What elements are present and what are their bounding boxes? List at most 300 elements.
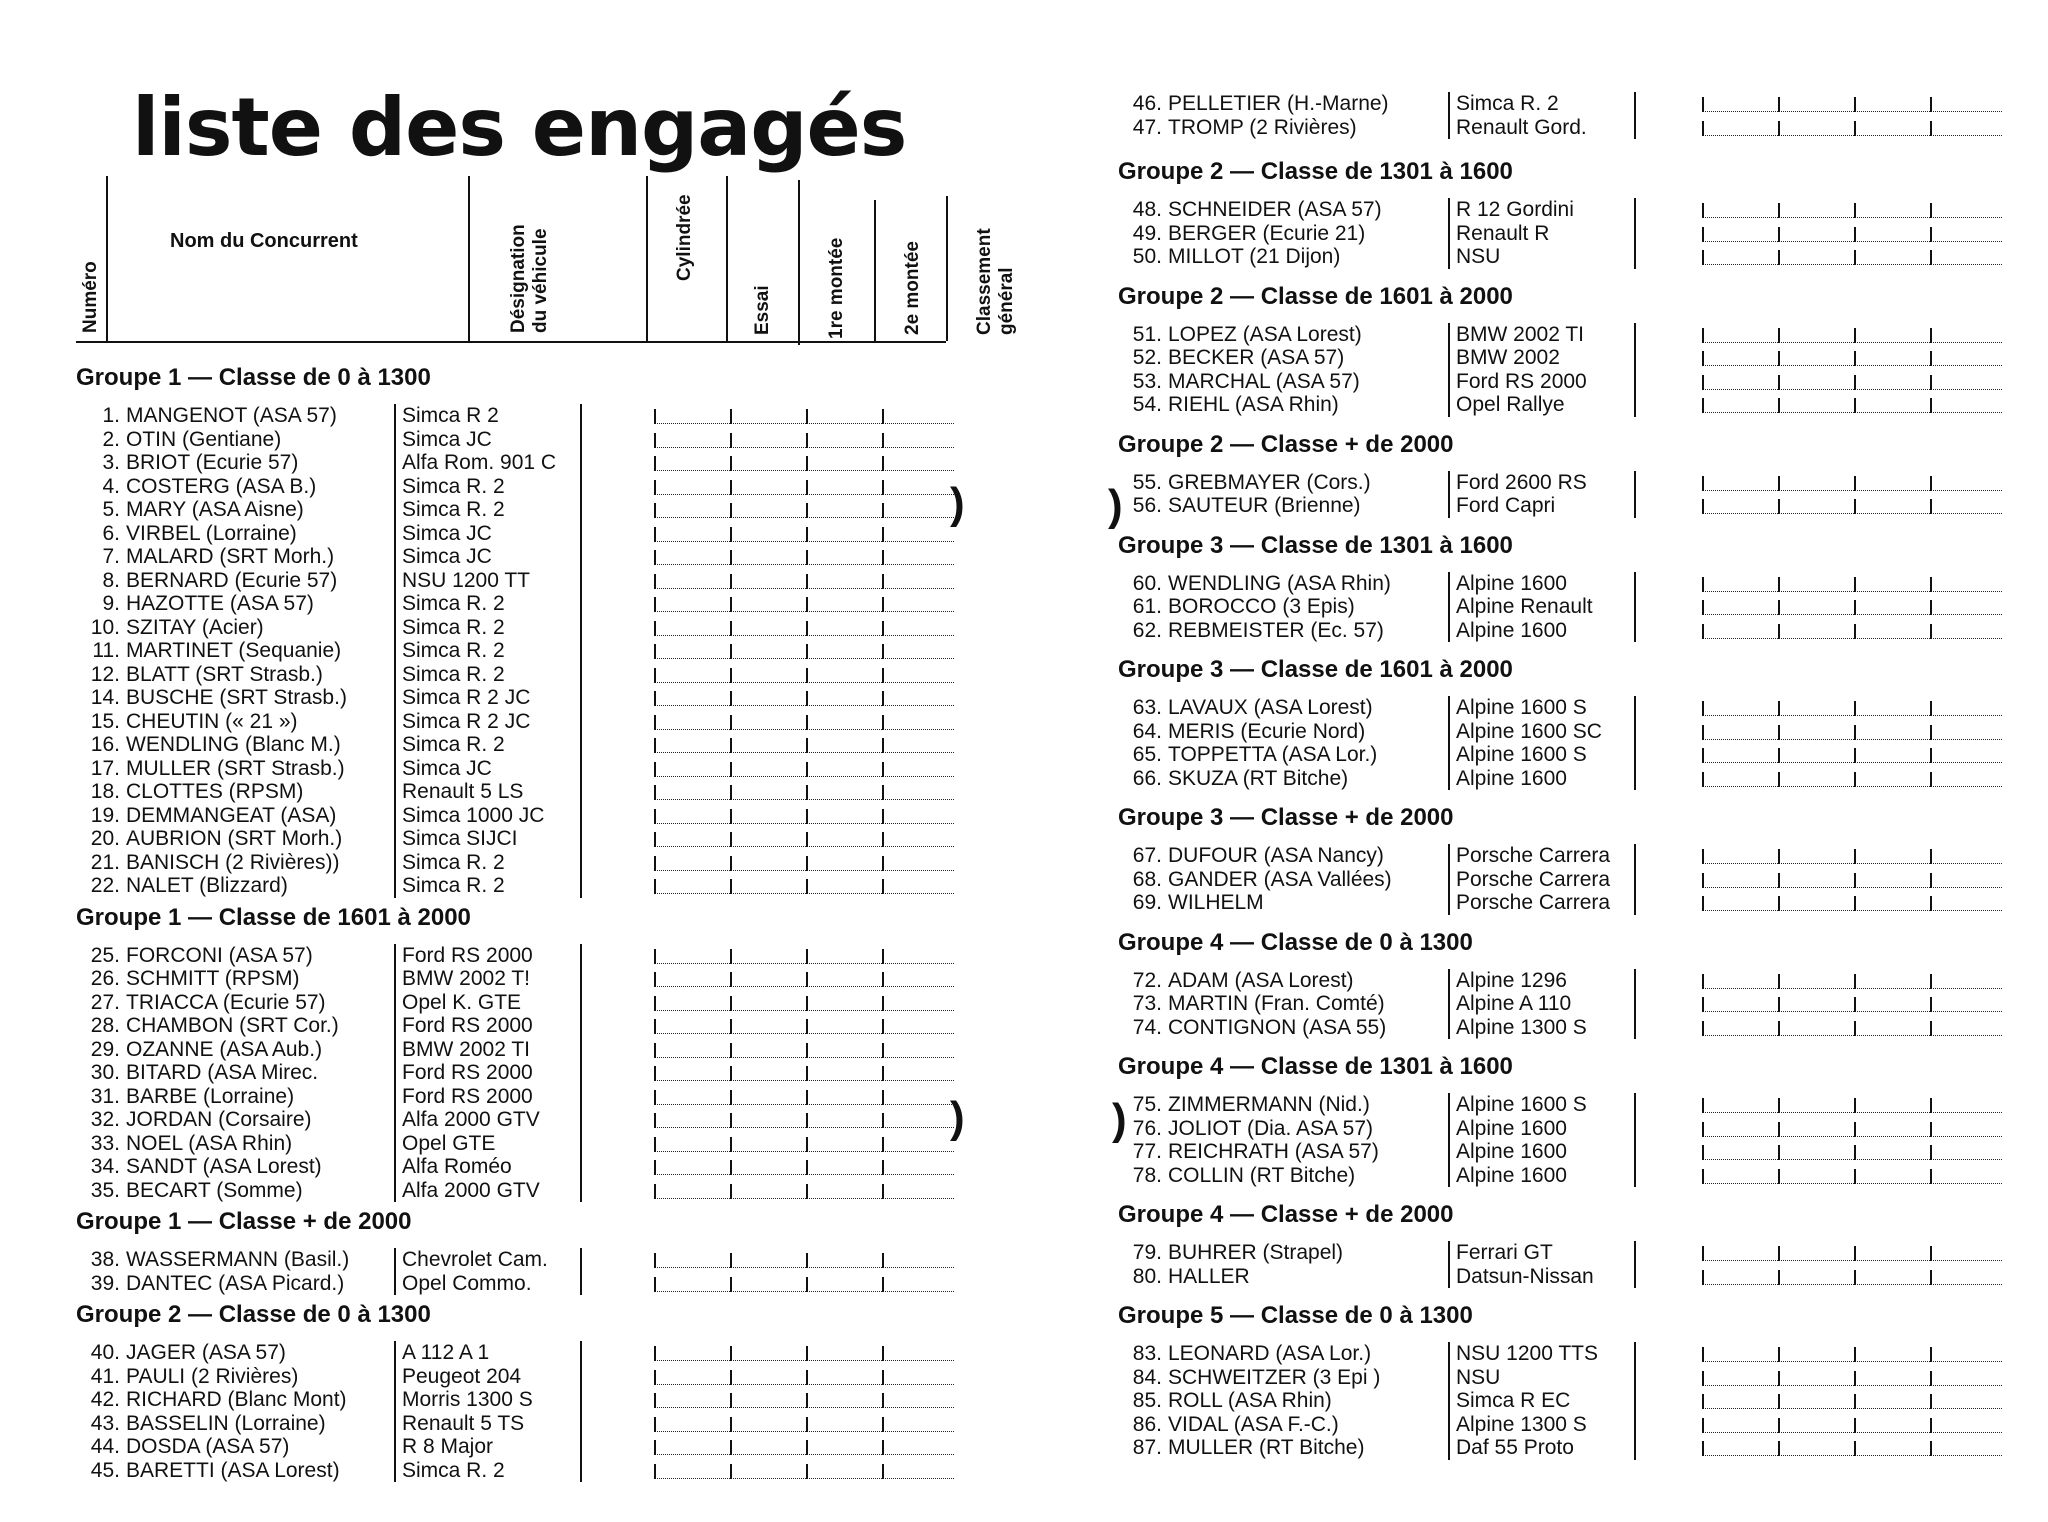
- results-tick: [654, 550, 656, 565]
- column-rule: [1634, 1265, 1636, 1289]
- vehicle-designation: Daf 55 Proto: [1456, 1436, 1574, 1459]
- table-row: [76, 1014, 976, 1038]
- vehicle-designation: Peugeot 204: [402, 1364, 522, 1388]
- column-rule: [580, 851, 582, 875]
- header-montee2: 2e montée: [874, 200, 946, 341]
- table-row: [76, 851, 976, 875]
- results-tick: [1778, 476, 1780, 491]
- results-tick: [806, 550, 808, 565]
- entry-number: 4.: [102, 474, 120, 498]
- entry-group: [1118, 929, 2018, 1040]
- results-tick: [1778, 203, 1780, 218]
- header-numero: Numéro: [80, 261, 101, 333]
- results-tick: [1854, 375, 1856, 390]
- entry-group: [1118, 1201, 2018, 1288]
- results-blank-line: [654, 501, 954, 518]
- column-rule: [1448, 619, 1450, 643]
- column-rule: [580, 545, 582, 569]
- table-row: [1118, 1241, 2018, 1265]
- table-row: [1118, 471, 2018, 495]
- vehicle-designation: Ferrari GT: [1456, 1241, 1553, 1264]
- competitor-name: GANDER (ASA Vallées): [1168, 867, 1392, 891]
- vehicle-designation: Porsche Carrera: [1456, 867, 1611, 891]
- vehicle-designation: Alfa Roméo: [402, 1155, 512, 1178]
- column-rule: [1634, 222, 1636, 246]
- column-rule: [394, 1388, 396, 1412]
- results-blank-line: [1702, 746, 2002, 763]
- entry-number: 51.: [1132, 322, 1162, 346]
- vehicle-designation: Simca JC: [402, 521, 492, 545]
- results-tick: [882, 1066, 884, 1081]
- column-rule: [394, 522, 396, 546]
- results-blank-line: [1702, 396, 2002, 413]
- vehicle-designation: Ford RS 2000: [402, 1061, 533, 1084]
- column-rule: [1448, 720, 1450, 744]
- results-blank-line: [654, 1391, 954, 1408]
- results-tick: [654, 644, 656, 659]
- entry-number: 6.: [102, 521, 120, 545]
- table-row: [76, 569, 976, 593]
- vehicle-designation: Ford 2600 RS: [1456, 470, 1587, 494]
- results-tick: [1854, 701, 1856, 716]
- entry-group: [1118, 656, 2018, 790]
- column-rule: [394, 874, 396, 898]
- results-tick: [1854, 97, 1856, 112]
- results-tick: [1702, 375, 1704, 390]
- column-rule: [394, 991, 396, 1015]
- entry-group: [1118, 532, 2018, 643]
- results-tick: [730, 1160, 732, 1175]
- results-tick: [1702, 624, 1704, 639]
- results-tick: [654, 1370, 656, 1385]
- results-tick: [1778, 1418, 1780, 1433]
- results-tick: [1930, 896, 1932, 911]
- entry-rows: [76, 404, 976, 898]
- competitor-name: TROMP (2 Rivières): [1168, 115, 1357, 139]
- table-row: [76, 1365, 976, 1389]
- entry-number: 22.: [90, 874, 120, 897]
- column-rule: [1634, 393, 1636, 417]
- column-rule: [394, 944, 396, 968]
- column-rule: [1634, 1016, 1636, 1040]
- entry-group: [76, 1301, 976, 1482]
- results-tick: [1930, 328, 1932, 343]
- results-tick: [806, 1066, 808, 1081]
- results-tick: [806, 972, 808, 987]
- results-tick: [654, 1417, 656, 1432]
- column-rule: [1448, 1342, 1450, 1366]
- results-blank-line: [654, 713, 954, 730]
- entry-number: 18.: [90, 780, 120, 803]
- results-tick: [882, 1043, 884, 1058]
- table-row: [76, 1435, 976, 1459]
- table-row: [1118, 595, 2018, 619]
- column-rule: [394, 1412, 396, 1436]
- column-rule: [394, 592, 396, 616]
- results-tick: [1702, 1122, 1704, 1137]
- competitor-name: MARY (ASA Aisne): [126, 498, 304, 521]
- entry-number: 47.: [1132, 115, 1162, 139]
- column-rule: [1448, 494, 1450, 518]
- results-tick: [1854, 250, 1856, 265]
- results-blank-line: [1702, 871, 2002, 888]
- bracket-mark: ): [1108, 481, 1123, 530]
- vehicle-designation: Simca JC: [402, 427, 492, 451]
- competitor-name: BLATT (SRT Strasb.): [126, 662, 323, 686]
- results-tick: [1778, 1371, 1780, 1386]
- results-tick: [882, 1019, 884, 1034]
- results-tick: [882, 668, 884, 683]
- results-blank-line: [654, 877, 954, 894]
- group-heading: Groupe 2 — Classe de 1601 à 2000: [1118, 282, 1513, 310]
- column-rule: [1634, 1436, 1636, 1460]
- group-heading: Groupe 2 — Classe + de 2000: [1118, 430, 1454, 458]
- competitor-name: BECART (Somme): [126, 1178, 303, 1202]
- results-tick: [654, 1019, 656, 1034]
- vehicle-designation: Ford RS 2000: [402, 1084, 533, 1108]
- results-tick: [882, 1160, 884, 1175]
- competitor-name: SCHNEIDER (ASA 57): [1168, 198, 1382, 221]
- results-tick: [730, 715, 732, 730]
- results-tick: [654, 785, 656, 800]
- results-tick: [882, 409, 884, 424]
- results-tick: [882, 527, 884, 542]
- results-tick: [1930, 121, 1932, 136]
- table-row: [1118, 1140, 2018, 1164]
- column-rule: [394, 757, 396, 781]
- right-continuation-list: [1118, 92, 2018, 139]
- entry-number: 33.: [90, 1131, 120, 1155]
- entry-number: 17.: [90, 756, 120, 780]
- column-rule: [1448, 222, 1450, 246]
- column-rule: [1634, 1389, 1636, 1413]
- results-tick: [1930, 1418, 1932, 1433]
- column-rule: [580, 991, 582, 1015]
- entry-number: 39.: [90, 1271, 120, 1295]
- column-rule: [1448, 245, 1450, 269]
- results-tick: [1930, 1021, 1932, 1036]
- results-tick: [806, 503, 808, 518]
- results-tick: [882, 1137, 884, 1152]
- results-tick: [1702, 600, 1704, 615]
- results-tick: [654, 809, 656, 824]
- results-tick: [1778, 1270, 1780, 1285]
- results-tick: [730, 621, 732, 636]
- results-tick: [1778, 1122, 1780, 1137]
- results-tick: [882, 856, 884, 871]
- results-blank-line: [654, 454, 954, 471]
- results-tick: [730, 1184, 732, 1199]
- results-tick: [1702, 873, 1704, 888]
- results-tick: [730, 480, 732, 495]
- results-tick: [806, 527, 808, 542]
- entry-number: 26.: [90, 967, 120, 990]
- results-blank-line: [654, 783, 954, 800]
- column-rule: [1634, 1366, 1636, 1390]
- results-blank-line: [654, 1415, 954, 1432]
- competitor-name: CONTIGNON (ASA 55): [1168, 1015, 1387, 1039]
- results-tick: [806, 1090, 808, 1105]
- results-tick: [1702, 351, 1704, 366]
- column-rule: [1634, 92, 1636, 116]
- table-row: [1118, 720, 2018, 744]
- results-tick: [1702, 1169, 1704, 1184]
- results-tick: [654, 879, 656, 894]
- competitor-name: BANISCH (2 Rivières)): [126, 850, 340, 874]
- vehicle-designation: Simca R EC: [1456, 1389, 1571, 1412]
- results-blank-line: [654, 1438, 954, 1455]
- table-row: [1118, 844, 2018, 868]
- entry-number: 44.: [90, 1435, 120, 1458]
- column-rule: [394, 1061, 396, 1085]
- table-row: [76, 1341, 976, 1365]
- results-tick: [654, 856, 656, 871]
- results-tick: [1930, 873, 1932, 888]
- results-tick: [654, 1113, 656, 1128]
- results-blank-line: [654, 1041, 954, 1058]
- results-tick: [806, 480, 808, 495]
- results-tick: [1778, 849, 1780, 864]
- column-rule: [580, 686, 582, 710]
- competitor-name: CHAMBON (SRT Cor.): [126, 1014, 339, 1037]
- column-rule: [1448, 1241, 1450, 1265]
- competitor-name: ADAM (ASA Lorest): [1168, 968, 1354, 992]
- table-row: [1118, 619, 2018, 643]
- results-tick: [1854, 398, 1856, 413]
- results-blank-line: [654, 736, 954, 753]
- column-rule: [580, 569, 582, 593]
- column-rule: [1448, 992, 1450, 1016]
- column-rule: [580, 1038, 582, 1062]
- vehicle-designation: Simca R. 2: [402, 1458, 505, 1482]
- column-rule: [394, 804, 396, 828]
- column-rule: [394, 1014, 396, 1038]
- column-rule: [1448, 1093, 1450, 1117]
- results-tick: [1930, 1145, 1932, 1160]
- results-tick: [730, 972, 732, 987]
- competitor-name: COLLIN (RT Bitche): [1168, 1163, 1356, 1187]
- results-tick: [730, 996, 732, 1011]
- entry-rows: [1118, 323, 2018, 417]
- column-rule: [1448, 1016, 1450, 1040]
- results-tick: [1778, 873, 1780, 888]
- results-blank-line: [654, 407, 954, 424]
- vehicle-designation: Alpine 1600: [1456, 1140, 1567, 1163]
- results-tick: [730, 1393, 732, 1408]
- results-tick: [730, 809, 732, 824]
- results-blank-line: [1702, 770, 2002, 787]
- entry-number: 78.: [1132, 1163, 1162, 1187]
- table-row: [1118, 346, 2018, 370]
- bracket-mark: ): [950, 479, 965, 528]
- results-tick: [882, 1464, 884, 1479]
- vehicle-designation: Opel Rallye: [1456, 393, 1565, 416]
- entry-number: 31.: [90, 1084, 120, 1108]
- column-rule: [394, 780, 396, 804]
- results-tick: [806, 1184, 808, 1199]
- vehicle-designation: Ford Capri: [1456, 494, 1556, 517]
- competitor-name: SZITAY (Acier): [126, 615, 264, 639]
- results-tick: [806, 1440, 808, 1455]
- column-rule: [580, 1085, 582, 1109]
- competitor-name: HAZOTTE (ASA 57): [126, 592, 314, 615]
- column-rule: [580, 1435, 582, 1459]
- competitor-name: NALET (Blizzard): [126, 874, 288, 897]
- group-heading: Groupe 2 — Classe de 1301 à 1600: [1118, 158, 1513, 185]
- entry-group: [76, 1208, 976, 1295]
- results-tick: [806, 621, 808, 636]
- competitor-name: DOSDA (ASA 57): [126, 1435, 290, 1458]
- results-tick: [654, 480, 656, 495]
- table-row: [76, 1459, 976, 1483]
- column-rule: [394, 1365, 396, 1389]
- results-blank-line: [1702, 723, 2002, 740]
- results-tick: [1930, 203, 1932, 218]
- entry-number: 49.: [1132, 221, 1162, 245]
- results-tick: [1930, 1122, 1932, 1137]
- results-tick: [806, 574, 808, 589]
- results-blank-line: [654, 970, 954, 987]
- column-rule: [1634, 767, 1636, 791]
- results-tick: [1930, 1246, 1932, 1261]
- results-tick: [1930, 1394, 1932, 1409]
- column-rule: [1634, 116, 1636, 140]
- table-row: [76, 967, 976, 991]
- results-tick: [730, 1346, 732, 1361]
- entry-number: 16.: [90, 733, 120, 756]
- entry-number: 62.: [1132, 618, 1162, 642]
- column-rule: [1448, 572, 1450, 596]
- results-tick: [1702, 896, 1704, 911]
- results-tick: [654, 715, 656, 730]
- results-tick: [1702, 250, 1704, 265]
- results-tick: [730, 762, 732, 777]
- header-designation: Désignation du véhicule: [468, 176, 646, 341]
- group-heading: Groupe 4 — Classe de 0 à 1300: [1118, 928, 1473, 956]
- results-blank-line: [1702, 1143, 2002, 1160]
- results-tick: [1930, 1371, 1932, 1386]
- vehicle-designation: Simca R. 2: [402, 592, 505, 615]
- entry-number: 56.: [1132, 494, 1162, 517]
- table-row: [76, 991, 976, 1015]
- results-blank-line: [1702, 1439, 2002, 1456]
- header-cylindree: Cylindrée: [646, 176, 726, 341]
- column-rule: [580, 780, 582, 804]
- entry-number: 61.: [1132, 595, 1162, 618]
- competitor-name: MARTIN (Fran. Comté): [1168, 992, 1385, 1015]
- results-blank-line: [1702, 497, 2002, 514]
- column-rule: [1448, 891, 1450, 915]
- results-tick: [1702, 476, 1704, 491]
- results-tick: [1778, 97, 1780, 112]
- column-rule: [580, 451, 582, 475]
- results-tick: [1702, 203, 1704, 218]
- results-tick: [882, 1393, 884, 1408]
- entry-number: 53.: [1132, 369, 1162, 393]
- column-rule: [580, 944, 582, 968]
- results-tick: [882, 550, 884, 565]
- column-rule: [580, 428, 582, 452]
- table-row: [1118, 992, 2018, 1016]
- vehicle-designation: Simca R. 2: [402, 733, 505, 756]
- vehicle-designation: Simca R. 2: [402, 498, 505, 521]
- results-tick: [1702, 1098, 1704, 1113]
- competitor-name: GREBMAYER (Cors.): [1168, 470, 1371, 494]
- entry-number: 68.: [1132, 867, 1162, 891]
- column-rule: [1448, 370, 1450, 394]
- results-tick: [730, 597, 732, 612]
- results-tick: [882, 809, 884, 824]
- results-tick: [1778, 725, 1780, 740]
- column-rule: [1634, 1093, 1636, 1117]
- column-rule: [1448, 696, 1450, 720]
- table-row: [1118, 1016, 2018, 1040]
- results-blank-line: [654, 642, 954, 659]
- competitor-name: MARCHAL (ASA 57): [1168, 369, 1360, 393]
- vehicle-designation: Porsche Carrera: [1456, 891, 1611, 914]
- competitor-name: BERGER (Ecurie 21): [1168, 221, 1366, 245]
- results-tick: [654, 762, 656, 777]
- results-tick: [1854, 499, 1856, 514]
- results-blank-line: [1702, 995, 2002, 1012]
- column-rule: [1634, 696, 1636, 720]
- entry-number: 9.: [102, 592, 120, 615]
- entry-number: 76.: [1132, 1116, 1162, 1140]
- results-tick: [1778, 624, 1780, 639]
- column-rule: [1634, 1164, 1636, 1188]
- results-tick: [1702, 1371, 1704, 1386]
- table-row: [1118, 1366, 2018, 1390]
- vehicle-designation: Alfa 2000 GTV: [402, 1178, 540, 1202]
- competitor-name: MILLOT (21 Dijon): [1168, 245, 1341, 268]
- results-tick: [806, 1019, 808, 1034]
- column-rule: [580, 804, 582, 828]
- results-tick: [1930, 97, 1932, 112]
- results-tick: [1778, 1347, 1780, 1362]
- entry-number: 5.: [102, 498, 120, 521]
- table-row: [76, 710, 976, 734]
- results-tick: [1930, 1441, 1932, 1456]
- competitor-name: BARETTI (ASA Lorest): [126, 1458, 340, 1482]
- table-row: [1118, 1164, 2018, 1188]
- column-rule: [1448, 1436, 1450, 1460]
- results-tick: [1854, 1371, 1856, 1386]
- group-heading: Groupe 5 — Classe de 0 à 1300: [1118, 1302, 1473, 1329]
- entry-number: 12.: [90, 662, 120, 686]
- results-tick: [882, 996, 884, 1011]
- results-tick: [882, 949, 884, 964]
- results-tick: [1854, 896, 1856, 911]
- table-row: [76, 1388, 976, 1412]
- column-rule: [1448, 1140, 1450, 1164]
- results-tick: [1854, 849, 1856, 864]
- column-rule: [394, 1155, 396, 1179]
- results-tick: [1854, 1021, 1856, 1036]
- competitor-name: REBMEISTER (Ec. 57): [1168, 618, 1384, 642]
- results-blank-line: [1702, 1120, 2002, 1137]
- results-tick: [882, 574, 884, 589]
- results-tick: [806, 597, 808, 612]
- vehicle-designation: Chevrolet Cam.: [402, 1248, 548, 1271]
- column-rule: [394, 639, 396, 663]
- results-tick: [730, 738, 732, 753]
- column-rule: [394, 1108, 396, 1132]
- entry-number: 50.: [1132, 245, 1162, 268]
- entry-number: 21.: [90, 850, 120, 874]
- results-tick: [1702, 1394, 1704, 1409]
- results-tick: [654, 409, 656, 424]
- results-blank-line: [654, 1344, 954, 1361]
